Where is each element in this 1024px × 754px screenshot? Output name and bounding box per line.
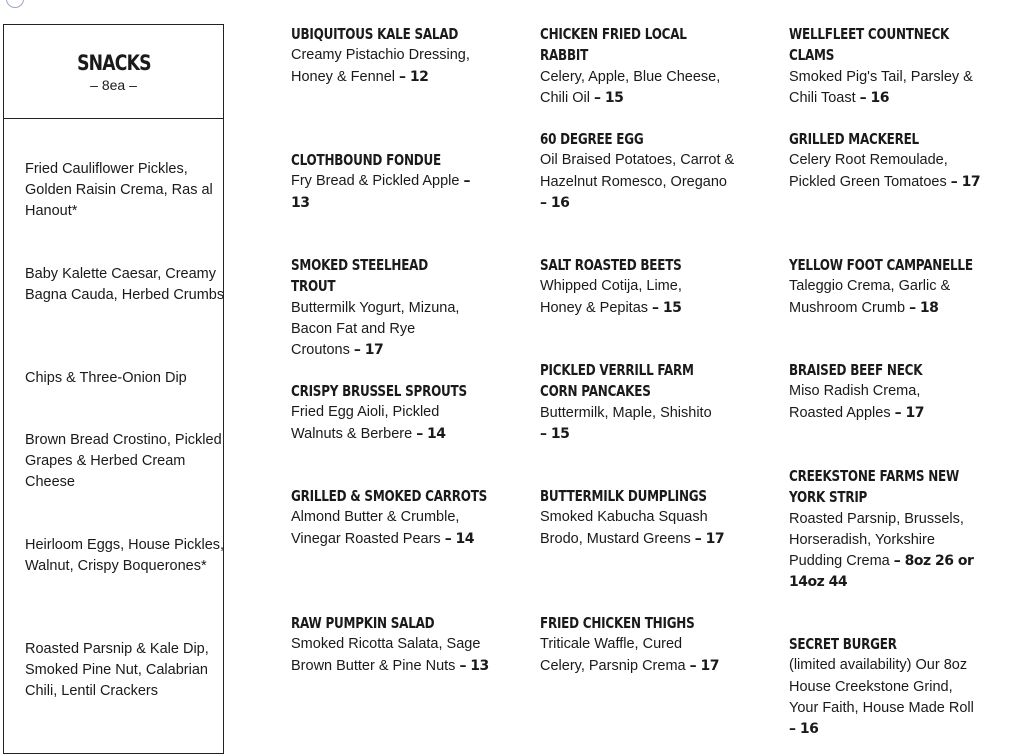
menu-item <box>540 129 735 214</box>
item-description: Taleggio Crema, Garlic & Mushroom Crumb <box>789 278 951 316</box>
item-price: – 13 <box>291 173 470 211</box>
menu-item <box>540 24 725 109</box>
item-description: Smoked Kabucha Squash Brodo, Mustard Greens <box>540 509 708 547</box>
item-name: CREEKSTONE FARMS NEW YORK STRIP <box>789 467 959 507</box>
menu-item <box>789 466 989 594</box>
item-price: – 15 <box>593 89 624 106</box>
snacks-title: SNACKS <box>76 51 151 75</box>
menu-item <box>540 486 730 550</box>
item-price: – 17 <box>894 404 924 421</box>
item-price: – 8oz 26 or 14oz 44 <box>789 553 974 591</box>
item-description: Miso Radish Crema, Roasted Apples <box>789 383 921 421</box>
item-name: GRILLED & SMOKED CARROTS <box>291 487 488 505</box>
snacks-header <box>4 25 223 119</box>
item-price: – 18 <box>909 299 939 316</box>
item-description: Whipped Cotija, Lime, Honey & Pepitas <box>540 278 682 316</box>
item-description: Buttermilk, Maple, Shishito <box>540 404 712 421</box>
item-description: Buttermilk Yogurt, Mizuna, Bacon Fat and Rye Croutons <box>291 299 460 359</box>
menu-item <box>540 613 720 677</box>
item-name: FRIED CHICKEN THIGHS <box>540 614 695 632</box>
item-name: BRAISED BEEF NECK <box>789 361 923 379</box>
item-price: – 16 <box>540 194 570 211</box>
item-name: CHICKEN FRIED LOCAL RABBIT <box>540 25 687 65</box>
item-price: – 17 <box>353 342 384 359</box>
item-price: – 15 <box>652 299 682 316</box>
item-description: Triticale Waffle, Cured Celery, Parsnip Crema <box>540 636 690 674</box>
snack-item: Roasted Parsnip & Kale Dip, Smoked Pine Nut, Calabrian Chili, Lentil Crackers <box>25 641 209 699</box>
item-name: CLOTHBOUND FONDUE <box>291 151 441 169</box>
snack-item: Fried Cauliflower Pickles, Golden Raisin Crema, Ras al Hanout* <box>25 161 213 219</box>
item-price: – 14 <box>416 425 446 442</box>
item-price: – 16 <box>789 721 819 738</box>
item-description: Celery Root Remoulade, Pickled Green Tomatoes <box>789 152 951 190</box>
menu-item <box>789 360 949 424</box>
item-price: – 15 <box>540 425 570 442</box>
menu-item <box>291 486 491 550</box>
menu-item <box>789 129 984 193</box>
item-name: WELLFLEET COUNTNECK CLAMS <box>789 25 950 65</box>
item-name: SALT ROASTED BEETS <box>540 256 682 274</box>
item-description: Smoked Pig's Tail, Parsley & Chili Toast <box>789 68 973 106</box>
item-price: – 17 <box>950 173 981 190</box>
item-name: YELLOW FOOT CAMPANELLE <box>789 256 973 274</box>
snacks-price: – 8ea – <box>90 77 137 93</box>
item-description: Creamy Pistachio Dressing, Honey & Fennel <box>291 47 470 85</box>
item-price: – 16 <box>859 89 890 106</box>
menu-item <box>540 255 725 319</box>
item-name: SECRET BURGER <box>789 635 897 653</box>
item-description: Fried Egg Aioli, Pickled Walnuts & Berbere <box>291 404 440 442</box>
snack-item: Chips & Three-Onion Dip <box>25 370 187 386</box>
item-description: Oil Braised Potatoes, Carrot & Hazelnut Romesco, Oregano <box>540 152 735 190</box>
item-name: UBIQUITOUS KALE SALAD <box>291 25 459 43</box>
snacks-section <box>3 24 224 754</box>
item-price: – 17 <box>694 530 725 547</box>
item-description: Fry Bread & Pickled Apple <box>291 173 464 190</box>
item-description: Roasted Parsnip, Brussels, Horseradish, Yorkshire Pudding Crema <box>789 510 964 570</box>
item-description: Almond Butter & Crumble, Vinegar Roasted Pears <box>291 509 460 547</box>
item-name: CRISPY BRUSSEL SPROUTS <box>291 382 467 400</box>
menu-item <box>291 381 476 445</box>
item-price: – 14 <box>444 530 475 547</box>
snack-item: Baby Kalette Caesar, Creamy Bagna Cauda, Herbed Crumbs <box>25 266 225 303</box>
corner-circle-icon <box>6 0 24 8</box>
snack-item: Brown Bread Crostino, Pickled Grapes & Herbed Cream Cheese <box>25 432 222 490</box>
menu-item <box>540 360 720 445</box>
item-name: RAW PUMPKIN SALAD <box>291 614 435 632</box>
item-description: Smoked Ricotta Salata, Sage Brown Butter & Pine Nuts <box>291 636 481 674</box>
menu-item <box>291 613 491 677</box>
item-name: PICKLED VERRILL FARM CORN PANCAKES <box>540 361 694 401</box>
menu-item <box>789 255 979 319</box>
item-price: – 17 <box>689 657 719 674</box>
snack-item: Heirloom Eggs, House Pickles, Walnut, Crispy Boquerones* <box>25 537 225 574</box>
item-name: GRILLED MACKEREL <box>789 130 919 148</box>
item-name: 60 DEGREE EGG <box>540 130 644 148</box>
item-price: – 12 <box>399 68 429 85</box>
menu-item <box>291 150 486 214</box>
menu-item <box>789 24 984 109</box>
item-description: (limited availability) Our 8oz House Creekstone Grind, Your Faith, House Made Roll <box>789 657 974 716</box>
menu-item <box>291 24 486 88</box>
item-price: – 13 <box>459 657 489 674</box>
item-name: BUTTERMILK DUMPLINGS <box>540 487 707 505</box>
item-description: Celery, Apple, Blue Cheese, Chili Oil <box>540 68 721 106</box>
item-name: SMOKED STEELHEAD TROUT <box>291 256 428 296</box>
menu-item <box>789 634 974 740</box>
menu-item <box>291 255 476 361</box>
